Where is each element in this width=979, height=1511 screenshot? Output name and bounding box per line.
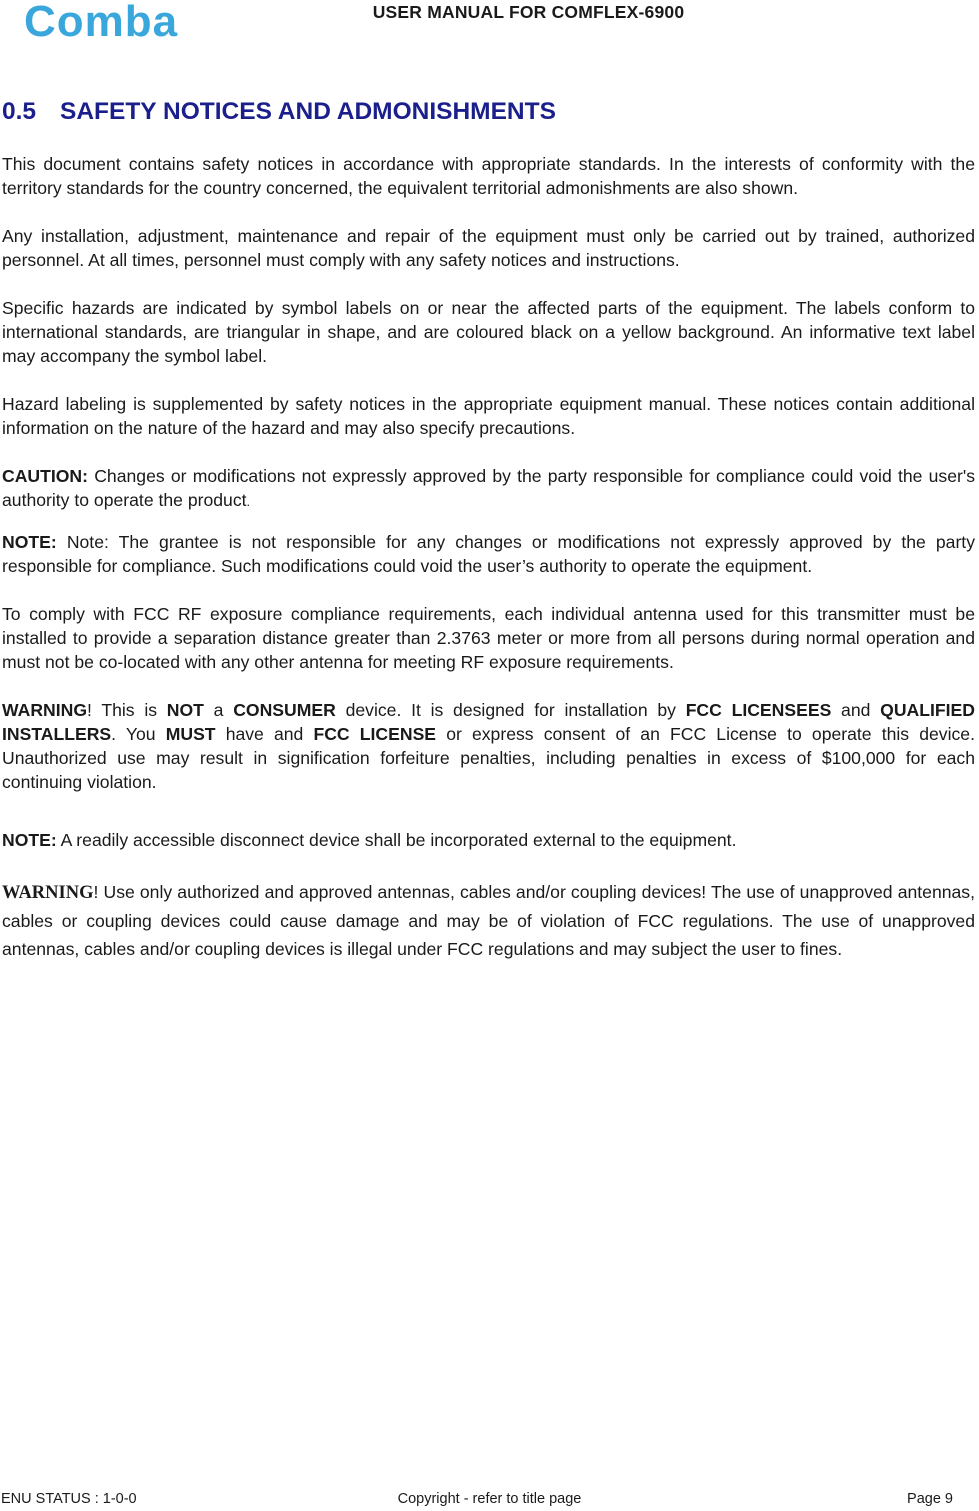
body-content [2,152,975,987]
paragraph-installation: Any installation, adjustment, maintenance and repair of the equipment must only be carried out by trained, authorized personnel. At all times, personnel must comply with any safety notices and instructions. [2,226,975,270]
note-label: NOTE: [2,532,57,552]
section-title: SAFETY NOTICES AND ADMONISHMENTS [60,98,556,125]
footer-page-number: Page 9 [907,1491,953,1507]
page-footer [0,1491,979,1511]
warning-text: ! Use only authorized and approved antennas, cables and/or coupling devices! The use of unapproved antennas, cables or coupling devices could cause damage and may be of violation of FCC regulations. The use of unapproved antennas, cables and/or coupling devices is illegal under FCC regulations and may subject the user to fines. [2,882,975,959]
paragraph-hazard-labeling: Hazard labeling is supplemented by safety notices in the appropriate equipment manual. These notices contain additional information on the nature of the hazard and may also specify precautions. [2,394,975,438]
paragraph-rf-exposure: To comply with FCC RF exposure compliance requirements, each individual antenna used for this transmitter must be installed to provide a separation distance greater than 2.3763 meter or more from all persons during normal operation and must not be co-located with any other antenna for meeting RF exposure requirements. [2,604,975,672]
document-title: USER MANUAL FOR COMFLEX-6900 [372,2,685,22]
caution-notice: CAUTION: Changes or modifications not expressly approved by the party responsible for compliance could void the user's authority to operate the product. [2,466,975,510]
section-heading [2,98,556,126]
footer-status: ENU STATUS : 1-0-0 [1,1491,137,1507]
section-number: 0.5 [2,98,37,125]
footer-copyright: Copyright - refer to title page [397,1491,582,1507]
warning-label: WARNING [2,883,94,903]
logo-text: Comba [24,0,179,44]
note-text: Note: The grantee is not responsible for any changes or modifications not expressly approved by the party responsible for compliance. Such modifications could void the user’s authority to operate the equipment. [2,532,975,576]
caution-label: CAUTION: [2,466,89,486]
warning-antennas [2,878,975,963]
note-label: NOTE: [2,830,57,850]
caution-text: Changes or modifications not expressly approved by the party responsible for compliance could void the user's authority to operate the product [2,466,975,510]
paragraph-hazard-labels: Specific hazards are indicated by symbol labels on or near the affected parts of the equipment. The labels conform to international standards, are triangular in shape, and are coloured black on a yellow background. An informative text label may accompany the symbol label. [2,298,975,366]
warning-consumer: WARNING! This is NOT a CONSUMER device. It is designed for installation by FCC LICENSEES and QUALIFIED INSTALLERS. You MUST have and FCC LICENSE or express consent of an FCC License to operate this device. Unauthorized use may result in signification forfeiture penalties, including penalties in excess of $100,000 for each continuing violation. [2,700,975,792]
paragraph-intro: This document contains safety notices in accordance with appropriate standards. In the interests of conformity with the territory standards for the country concerned, the equivalent territorial admonishments are also shown. [2,154,975,198]
note-grantee [2,530,975,578]
note-disconnect [2,828,975,852]
note-text: A readily accessible disconnect device shall be incorporated external to the equipment. [56,830,737,850]
